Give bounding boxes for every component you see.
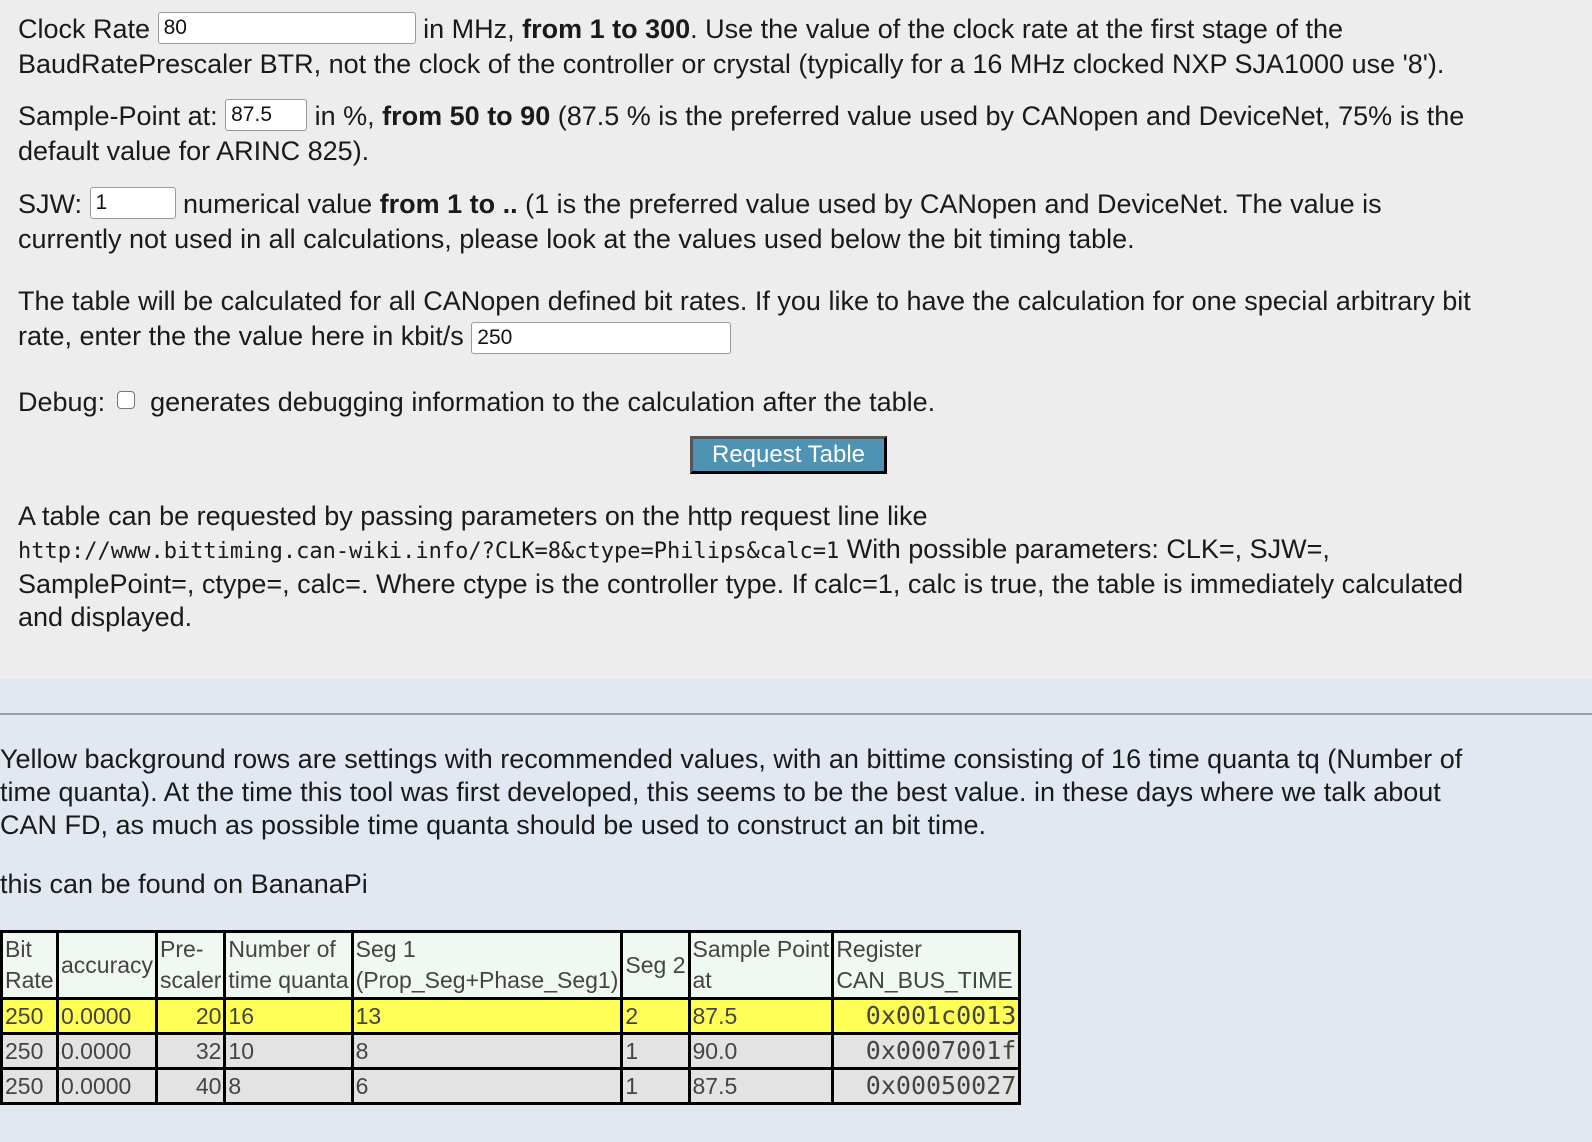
col-bit-rate: Bit Rate [2, 932, 58, 999]
cell-prescaler: 32 [157, 1034, 225, 1069]
bit-timing-table [0, 930, 1021, 1105]
sample-point-field-row [18, 99, 1464, 169]
cell-accuracy: 0.0000 [58, 999, 157, 1034]
info-line3: SamplePoint=, ctype=, calc=. Where ctype is the controller type. If calc=1, calc is true, the table is immediately calculated [18, 569, 1464, 599]
sample-point-range: from 50 to 90 [382, 101, 551, 131]
sjw-field-row [18, 187, 1382, 257]
col-sample-point: Sample Point at [689, 932, 833, 999]
cell-register: 0x001c0013 [833, 999, 1020, 1034]
cell-sample-point: 90.0 [689, 1034, 833, 1069]
cell-register: 0x00050027 [833, 1069, 1020, 1104]
results-note [0, 743, 1462, 842]
sjw-desc-cont: (1 is the preferred value used by CANopen and DeviceNet. The value is [517, 189, 1382, 219]
cell-register: 0x0007001f [833, 1034, 1020, 1069]
col-register: Register CAN_BUS_TIME [833, 932, 1020, 999]
debug-checkbox[interactable] [117, 391, 135, 409]
source-note: this can be found on BananaPi [0, 869, 368, 899]
clock-rate-label: Clock Rate [18, 14, 151, 44]
table-row-recommended [2, 999, 1020, 1034]
cell-time-quanta: 16 [225, 999, 352, 1034]
cell-seg2: 2 [622, 999, 689, 1034]
bitrate-label: rate, enter the the value here in kbit/s [18, 321, 472, 351]
info-line4: and displayed. [18, 602, 193, 632]
sample-point-label: Sample-Point at: [18, 101, 218, 131]
col-accuracy: accuracy [58, 932, 157, 999]
cell-accuracy: 0.0000 [58, 1069, 157, 1104]
cell-seg1: 8 [352, 1034, 622, 1069]
clock-rate-desc: in MHz, [415, 14, 523, 44]
col-time-quanta: Number of time quanta [225, 932, 352, 999]
sjw-input[interactable] [90, 187, 176, 219]
request-info [18, 500, 1463, 634]
request-table-button[interactable]: Request Table [690, 436, 887, 474]
cell-seg1: 13 [352, 999, 622, 1034]
cell-bit-rate: 250 [2, 1034, 58, 1069]
cell-prescaler: 40 [157, 1069, 225, 1104]
table-row [2, 1069, 1020, 1104]
cell-bit-rate: 250 [2, 1069, 58, 1104]
horizontal-divider [0, 713, 1592, 715]
sample-point-input[interactable] [225, 99, 307, 131]
cell-time-quanta: 10 [225, 1034, 352, 1069]
cell-time-quanta: 8 [225, 1069, 352, 1104]
col-seg2: Seg 2 [622, 932, 689, 999]
clock-rate-range: from 1 to 300 [522, 14, 691, 44]
cell-bit-rate: 250 [2, 999, 58, 1034]
cell-seg1: 6 [352, 1069, 622, 1104]
clock-rate-desc-line2: BaudRatePrescaler BTR, not the clock of the controller or crystal (typically for a 16 MHz clocked NXP SJA1000 use '8'). [18, 49, 1445, 79]
cell-seg2: 1 [622, 1069, 689, 1104]
note-line: Yellow background rows are settings with recommended values, with an bittime consisting of 16 time quanta tq (Number of [0, 744, 1463, 774]
sjw-desc: numerical value [175, 189, 380, 219]
sjw-label: SJW: [18, 189, 83, 219]
cell-accuracy: 0.0000 [58, 1034, 157, 1069]
debug-desc: generates debugging information to the calculation after the table. [150, 387, 936, 417]
cell-seg2: 1 [622, 1034, 689, 1069]
info-params: With possible parameters: CLK=, SJW=, [839, 534, 1330, 564]
sample-point-desc: in %, [307, 101, 383, 131]
cell-prescaler: 20 [157, 999, 225, 1034]
col-seg1: Seg 1 (Prop_Seg+Phase_Seg1) [352, 932, 622, 999]
clock-rate-field-row [18, 12, 1444, 82]
bitrate-field-row [18, 284, 1471, 354]
clock-rate-desc-cont: . Use the value of the clock rate at the first stage of the [690, 14, 1343, 44]
example-url: http://www.bittiming.can-wiki.info/?CLK=8&ctype=Philips&calc=1 [18, 539, 840, 564]
table-header-row [2, 932, 1020, 999]
note-line: time quanta). At the time this tool was first developed, this seems to be the best value. in these days where we talk about [0, 777, 1441, 807]
clock-rate-input[interactable] [158, 12, 416, 44]
note-line: CAN FD, as much as possible time quanta should be used to construct an bit time. [0, 810, 986, 840]
col-prescaler: Pre- scaler [157, 932, 225, 999]
sjw-desc-line2: currently not used in all calculations, please look at the values used below the bit timing table. [18, 224, 1135, 254]
debug-label: Debug: [18, 387, 106, 417]
debug-field-row [18, 385, 935, 420]
table-row [2, 1034, 1020, 1069]
sjw-range: from 1 to .. [379, 189, 518, 219]
cell-sample-point: 87.5 [689, 999, 833, 1034]
bitrate-desc: The table will be calculated for all CANopen defined bit rates. If you like to have the calculation for one special arbitrary bit [18, 286, 1471, 316]
sample-point-desc-line2: default value for ARINC 825). [18, 136, 370, 166]
sample-point-desc-cont: (87.5 % is the preferred value used by CANopen and DeviceNet, 75% is the [550, 101, 1465, 131]
info-line1: A table can be requested by passing parameters on the http request line like [18, 501, 928, 531]
bitrate-input[interactable] [471, 322, 731, 354]
cell-sample-point: 87.5 [689, 1069, 833, 1104]
